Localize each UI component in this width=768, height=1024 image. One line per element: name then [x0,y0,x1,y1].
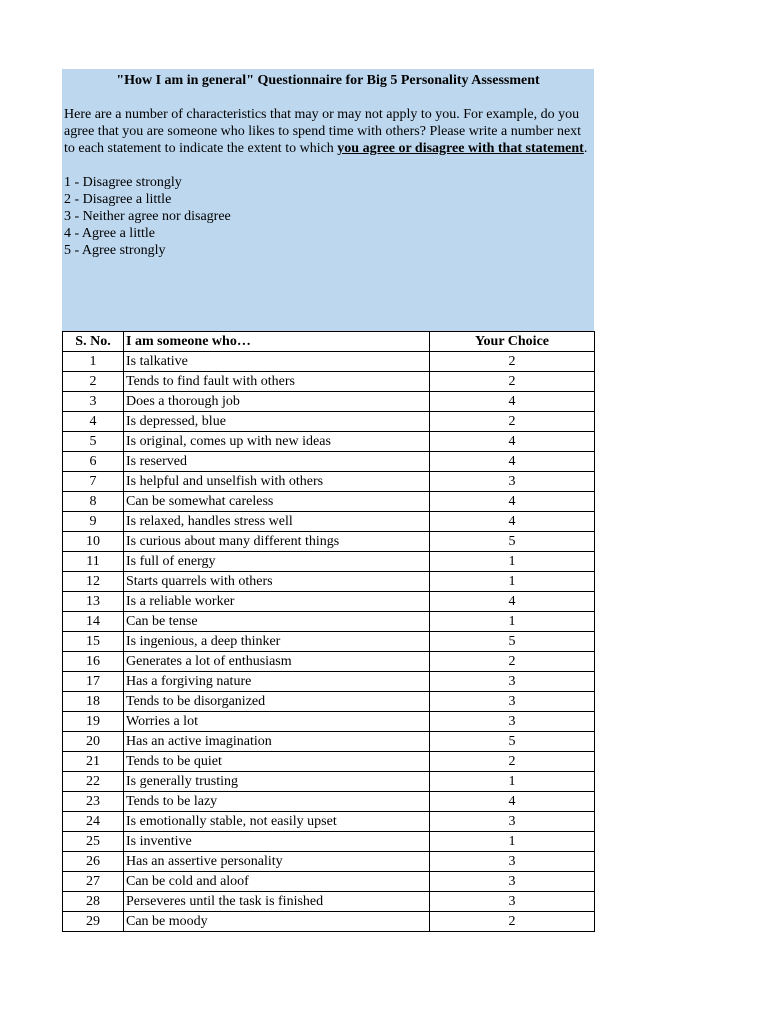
statement-cell: Is helpful and unselfish with others [124,472,430,492]
table-row [63,692,595,712]
choice-cell[interactable]: 4 [430,452,595,472]
intro-paragraph [64,106,592,157]
choice-cell[interactable]: 3 [430,712,595,732]
statement-cell: Is inventive [124,832,430,852]
statement-cell: Is a reliable worker [124,592,430,612]
statement-cell: Does a thorough job [124,392,430,412]
table-row [63,712,595,732]
row-number-cell: 24 [63,812,124,832]
table-row [63,752,595,772]
table-row [63,492,595,512]
intro-end: . [583,141,588,156]
row-number-cell: 8 [63,492,124,512]
row-number-cell: 19 [63,712,124,732]
table-row [63,612,595,632]
statement-cell: Has an assertive personality [124,852,430,872]
table-row [63,432,595,452]
choice-cell[interactable]: 5 [430,532,595,552]
statement-cell: Is full of energy [124,552,430,572]
choice-cell[interactable]: 2 [430,372,595,392]
choice-cell[interactable]: 4 [430,492,595,512]
statement-cell: Is reserved [124,452,430,472]
row-number-cell: 15 [63,632,124,652]
table-row [63,672,595,692]
row-number-cell: 22 [63,772,124,792]
table-row [63,912,595,932]
instructions-header [62,69,594,331]
row-number-cell: 27 [63,872,124,892]
choice-cell[interactable]: 3 [430,692,595,712]
statement-cell: Worries a lot [124,712,430,732]
statement-cell: Is original, comes up with new ideas [124,432,430,452]
table-row [63,792,595,812]
choice-cell[interactable]: 1 [430,772,595,792]
questionnaire-sheet [62,69,594,932]
questionnaire-table [62,331,595,932]
row-number-cell: 13 [63,592,124,612]
statement-cell: Can be moody [124,912,430,932]
column-header-sno: S. No. [63,332,124,352]
table-row [63,452,595,472]
statement-cell: Perseveres until the task is finished [124,892,430,912]
row-number-cell: 18 [63,692,124,712]
table-row [63,832,595,852]
statement-cell: Is depressed, blue [124,412,430,432]
table-row [63,592,595,612]
row-number-cell: 3 [63,392,124,412]
table-row [63,872,595,892]
row-number-cell: 12 [63,572,124,592]
statement-cell: Is ingenious, a deep thinker [124,632,430,652]
choice-cell[interactable]: 3 [430,852,595,872]
statement-cell: Tends to find fault with others [124,372,430,392]
table-row [63,732,595,752]
table-row [63,412,595,432]
row-number-cell: 6 [63,452,124,472]
choice-cell[interactable]: 3 [430,892,595,912]
statement-cell: Is generally trusting [124,772,430,792]
statement-cell: Tends to be quiet [124,752,430,772]
table-row [63,552,595,572]
statement-cell: Can be cold and aloof [124,872,430,892]
table-row [63,632,595,652]
choice-cell[interactable]: 3 [430,472,595,492]
row-number-cell: 5 [63,432,124,452]
table-row [63,352,595,372]
intro-emphasis: you agree or disagree with that statement [337,141,584,156]
statement-cell: Tends to be lazy [124,792,430,812]
statement-cell: Is relaxed, handles stress well [124,512,430,532]
choice-cell[interactable]: 5 [430,632,595,652]
statement-cell: Has an active imagination [124,732,430,752]
row-number-cell: 25 [63,832,124,852]
row-number-cell: 1 [63,352,124,372]
scale-item-3: 3 - Neither agree nor disagree [64,209,231,224]
statement-cell: Generates a lot of enthusiasm [124,652,430,672]
statement-cell: Is curious about many different things [124,532,430,552]
choice-cell[interactable]: 2 [430,652,595,672]
statement-cell: Is emotionally stable, not easily upset [124,812,430,832]
row-number-cell: 11 [63,552,124,572]
table-row [63,852,595,872]
scale-item-2: 2 - Disagree a little [64,192,172,207]
statement-cell: Is talkative [124,352,430,372]
table-row [63,892,595,912]
table-row [63,772,595,792]
choice-cell[interactable]: 1 [430,552,595,572]
rating-scale [64,174,592,259]
table-row [63,572,595,592]
statement-cell: Tends to be disorganized [124,692,430,712]
choice-cell[interactable]: 4 [430,592,595,612]
table-row [63,512,595,532]
row-number-cell: 16 [63,652,124,672]
row-number-cell: 28 [63,892,124,912]
row-number-cell: 20 [63,732,124,752]
table-row [63,812,595,832]
row-number-cell: 2 [63,372,124,392]
table-row [63,372,595,392]
row-number-cell: 10 [63,532,124,552]
scale-item-1: 1 - Disagree strongly [64,175,182,190]
row-number-cell: 7 [63,472,124,492]
choice-cell[interactable]: 2 [430,352,595,372]
choice-cell[interactable]: 3 [430,872,595,892]
choice-cell[interactable]: 1 [430,612,595,632]
row-number-cell: 4 [63,412,124,432]
choice-cell[interactable]: 1 [430,572,595,592]
choice-cell[interactable]: 4 [430,432,595,452]
column-header-choice: Your Choice [430,332,595,352]
table-body [63,352,595,932]
choice-cell[interactable]: 3 [430,812,595,832]
table-header-row [63,332,595,352]
row-number-cell: 26 [63,852,124,872]
statement-cell: Can be tense [124,612,430,632]
row-number-cell: 29 [63,912,124,932]
choice-cell[interactable]: 2 [430,912,595,932]
table-row [63,472,595,492]
scale-item-5: 5 - Agree strongly [64,243,166,258]
table-row [63,392,595,412]
choice-cell[interactable]: 3 [430,672,595,692]
table-row [63,652,595,672]
row-number-cell: 21 [63,752,124,772]
row-number-cell: 23 [63,792,124,812]
choice-cell[interactable]: 5 [430,732,595,752]
page-title: "How I am in general" Questionnaire for Big 5 Personality Assessment [116,73,540,88]
row-number-cell: 9 [63,512,124,532]
choice-cell[interactable]: 4 [430,392,595,412]
row-number-cell: 17 [63,672,124,692]
choice-cell[interactable]: 4 [430,792,595,812]
row-number-cell: 14 [63,612,124,632]
scale-item-4: 4 - Agree a little [64,226,155,241]
column-header-statement: I am someone who… [124,332,430,352]
choice-cell[interactable]: 2 [430,752,595,772]
statement-cell: Has a forgiving nature [124,672,430,692]
statement-cell: Can be somewhat careless [124,492,430,512]
statement-cell: Starts quarrels with others [124,572,430,592]
intro-text: Here are a number of characteristics that may or may not apply to you. For example, do you agree that you are someone who likes to spend time with others? Please write a number next to each statement to indicate the extent to which [64,107,582,156]
choice-cell[interactable]: 2 [430,412,595,432]
table-row [63,532,595,552]
choice-cell[interactable]: 1 [430,832,595,852]
choice-cell[interactable]: 4 [430,512,595,532]
